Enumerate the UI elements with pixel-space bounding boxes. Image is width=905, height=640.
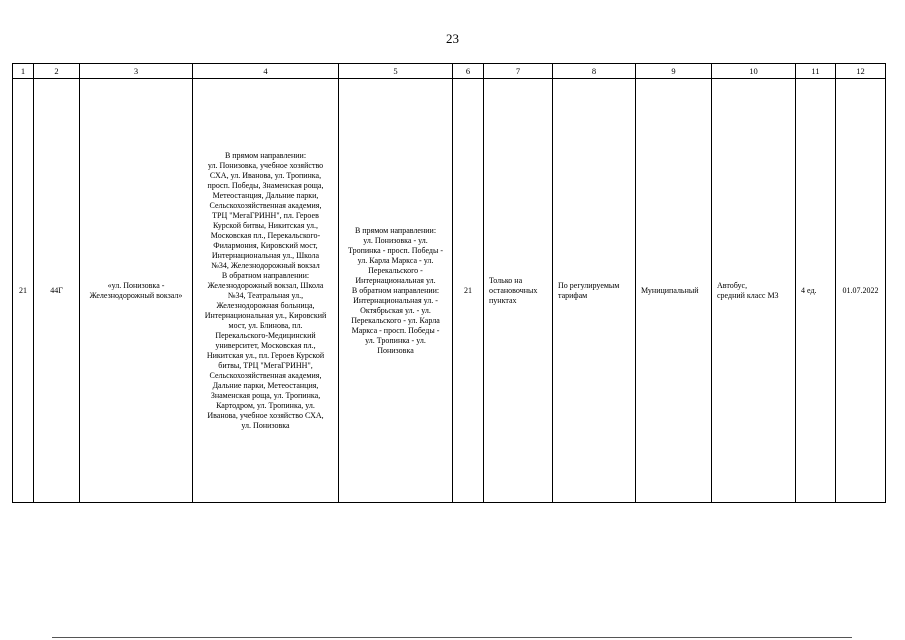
column-header: 8 <box>553 64 636 79</box>
tariff-type-cell: По регулируемым тарифам <box>553 79 636 503</box>
page-number: 23 <box>446 31 459 46</box>
vehicle-type-cell: Автобус, средний класс М3 <box>712 79 796 503</box>
stops-list-cell: В прямом направлении: ул. Понизовка, учебное хозяйство СХА, ул. Иванова, ул. Тропинка, просп. Победы, Знаменская роща, Метеостанция, Дальние парки, Сельскохозяйственная академия, ТРЦ "МегаГРИНН", пл. Героев Курской битвы, Никитская ул., Московская пл., Перекальского- Филармония, Кировский мост, Интернациональная ул., Школа №34, Железнодорожный вокзал В обратном направлении: Железнодорожный вокзал, Школа №34, Театральная ул., Железнодорожная больница, Интернациональная ул., Кировский мост, ул. Блинова, пл. Перекальского-Медицинский университет, Московская пл., Никитская ул., пл. Героев Курской битвы, ТРЦ "МегаГРИНН", Сельскохозяйственная академия, Дальние парки, Метеостанция, Знаменская роща, ул. Тропинка, Картодром, ул. Тропинка, ул. Иванова, учебное хозяйство СХА, ул. Понизовка <box>193 79 339 503</box>
column-header: 10 <box>712 64 796 79</box>
streets-list-cell: В прямом направлении: ул. Понизовка - ул. Тропинка - просп. Победы - ул. Карла Маркса - ул. Перекальского - Интернациональная ул. В обратном направлении: Интернациональная ул. - Октябрьская ул. - ул. Перекальского - ул. Карла Маркса - просп. Победы - ул. Тропинка - ул. Понизовка <box>339 79 453 503</box>
column-header: 1 <box>13 64 34 79</box>
column-header: 4 <box>193 64 339 79</box>
start-date-cell: 01.07.2022 <box>836 79 886 503</box>
vehicle-count-cell: 4 ед. <box>796 79 836 503</box>
route-number-cell: 44Г <box>34 79 80 503</box>
column-header: 2 <box>34 64 80 79</box>
bottom-divider <box>52 637 852 638</box>
column-header: 5 <box>339 64 453 79</box>
table-row <box>13 79 886 503</box>
column-header: 12 <box>836 64 886 79</box>
route-length-cell: 21 <box>453 79 484 503</box>
column-header: 7 <box>484 64 553 79</box>
column-header: 6 <box>453 64 484 79</box>
column-header: 9 <box>636 64 712 79</box>
column-header: 3 <box>80 64 193 79</box>
boarding-order-cell: Только на остановочных пунктах <box>484 79 553 503</box>
route-table <box>12 63 886 503</box>
route-name-cell: «ул. Понизовка - Железнодорожный вокзал» <box>80 79 193 503</box>
route-kind-cell: Муниципальный <box>636 79 712 503</box>
route-index-cell: 21 <box>13 79 34 503</box>
column-header: 11 <box>796 64 836 79</box>
header-row <box>13 64 886 79</box>
